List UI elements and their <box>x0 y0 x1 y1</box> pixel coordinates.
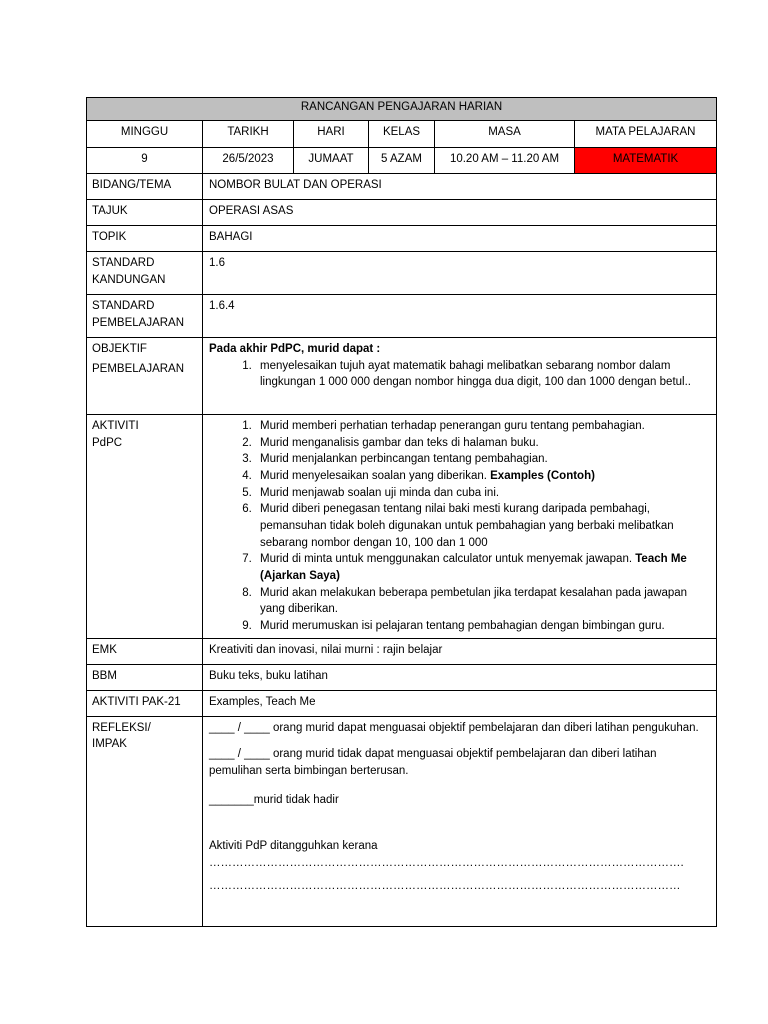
header-masa: MASA <box>435 121 575 148</box>
label-topik: TOPIK <box>87 226 203 252</box>
aktiviti-list <box>209 418 710 635</box>
item-text: Murid memberi perhatian terhadap penerangan guru tentang pembahagian. <box>260 420 645 432</box>
label-line: KANDUNGAN <box>92 273 166 286</box>
label-refleksi <box>87 716 203 926</box>
item-pak21-tag: Teach Me (Ajarkan Saya) <box>260 553 687 583</box>
header-hari: HARI <box>294 121 369 148</box>
value-minggu: 9 <box>87 148 203 174</box>
value-topik: BAHAGI <box>203 226 717 252</box>
row-standard-pembelajaran <box>87 295 717 338</box>
label-line: AKTIVITI <box>92 420 139 432</box>
item-text: Murid diberi penegasan tentang nilai baki mesti kurang daripada pembahagi, pemansuhan tidak boleh digunakan untuk pembahagian yang berbaki melibatkan sebarang nombor dengan 10, 100 dan 1 000 <box>260 503 674 549</box>
value-kelas: 5 AZAM <box>369 148 435 174</box>
row-refleksi <box>87 716 717 926</box>
list-item <box>255 585 710 618</box>
list-item <box>255 551 710 584</box>
item-text: Murid menjawab soalan uji minda dan cuba ini. <box>260 486 500 499</box>
list-item <box>255 468 710 485</box>
row-aktiviti <box>87 415 717 639</box>
label-line: STANDARD <box>92 257 155 269</box>
objektif-intro: Pada akhir PdPC, murid dapat : <box>209 343 381 355</box>
list-item <box>255 501 710 551</box>
label-objektif <box>87 338 203 415</box>
value-hari: JUMAAT <box>294 148 369 174</box>
list-item <box>255 618 710 635</box>
value-emk: Kreativiti dan inovasi, nilai murni : rajin belajar <box>203 638 717 664</box>
label-aktiviti <box>87 415 203 639</box>
row-bidang <box>87 174 717 200</box>
label-line: PEMBELAJARAN <box>92 316 185 329</box>
value-aktiviti <box>203 415 717 639</box>
item-text: Murid akan melakukan beberapa pembetulan jika terdapat kesalahan pada jawapan yang diberikan. <box>260 586 688 616</box>
rph-table <box>86 97 717 927</box>
item-pak21-tag: Examples (Contoh) <box>490 470 595 483</box>
list-item <box>255 418 710 435</box>
label-line: OBJEKTIF <box>92 343 147 355</box>
value-row <box>87 148 717 174</box>
row-tajuk <box>87 200 717 226</box>
row-standard-kandungan <box>87 252 717 295</box>
objektif-list <box>209 358 710 391</box>
value-pak21: Examples, Teach Me <box>203 690 717 716</box>
value-mata-pelajaran: MATEMATIK <box>575 148 717 174</box>
row-topik <box>87 226 717 252</box>
value-tajuk: OPERASI ASAS <box>203 200 717 226</box>
item-text: Murid merumuskan isi pelajaran tentang pembahagian dengan bimbingan guru. <box>260 620 665 633</box>
value-objektif <box>203 338 717 415</box>
page-title: RANCANGAN PENGAJARAN HARIAN <box>87 98 717 121</box>
list-item: 1. menyelesaikan tujuh ayat matematik bahagi melibatkan sebarang nombor dalam lingkungan 1 000 000 dengan nombor hingga dua digit, 100 dan 1000 dengan betul.. <box>255 358 710 391</box>
refleksi-postponed-line: Aktiviti PdP ditangguhkan kerana <box>209 840 378 853</box>
value-refleksi <box>203 716 717 926</box>
label-standard-pembelajaran <box>87 295 203 338</box>
row-bbm <box>87 664 717 690</box>
row-emk <box>87 638 717 664</box>
header-row <box>87 121 717 148</box>
label-pak21: AKTIVITI PAK-21 <box>87 690 203 716</box>
row-pak21 <box>87 690 717 716</box>
label-bbm: BBM <box>87 664 203 690</box>
label-line: PEMBELAJARAN <box>92 362 185 375</box>
item-text: Murid menganalisis gambar dan teks di halaman buku. <box>260 436 539 449</box>
refleksi-mastery-line: ____ / ____ orang murid dapat menguasai objektif pembelajaran dan diberi latihan pengukuhan. <box>209 721 699 734</box>
list-item <box>255 435 710 452</box>
value-standard-kandungan: 1.6 <box>203 252 717 295</box>
label-line: PdPC <box>92 436 123 449</box>
list-item <box>255 451 710 468</box>
value-bidang: NOMBOR BULAT DAN OPERASI <box>203 174 717 200</box>
header-minggu: MINGGU <box>87 121 203 148</box>
header-mata-pelajaran: MATA PELAJARAN <box>575 121 717 148</box>
item-text: Murid menyelesaikan soalan yang diberikan. <box>260 470 487 483</box>
refleksi-dotted-line: …………………………………………………………………………………………………………… <box>209 879 681 892</box>
header-tarikh: TARIKH <box>203 121 294 148</box>
label-line: IMPAK <box>92 738 127 751</box>
label-emk: EMK <box>87 638 203 664</box>
label-standard-kandungan <box>87 252 203 295</box>
item-text: Murid menjalankan perbincangan tentang pembahagian. <box>260 453 548 466</box>
value-standard-pembelajaran: 1.6.4 <box>203 295 717 338</box>
item-text: Murid di minta untuk menggunakan calculator untuk menyemak jawapan. <box>260 553 633 566</box>
list-item <box>255 485 710 502</box>
label-line: REFLEKSI/ <box>92 721 151 734</box>
refleksi-dotted-line: ……………………………………………………………………………………………………………. <box>209 857 684 870</box>
label-bidang: BIDANG/TEMA <box>87 174 203 200</box>
value-masa: 10.20 AM – 11.20 AM <box>435 148 575 174</box>
refleksi-absent-line: _______murid tidak hadir <box>209 793 339 806</box>
refleksi-remedial-line: ____ / ____ orang murid tidak dapat menguasai objektif pembelajaran dan diberi latihan pemulihan serta bimbingan berterusan. <box>209 748 657 778</box>
header-kelas: KELAS <box>369 121 435 148</box>
label-line: STANDARD <box>92 300 155 312</box>
value-bbm: Buku teks, buku latihan <box>203 664 717 690</box>
value-tarikh: 26/5/2023 <box>203 148 294 174</box>
row-objektif <box>87 338 717 415</box>
label-tajuk: TAJUK <box>87 200 203 226</box>
